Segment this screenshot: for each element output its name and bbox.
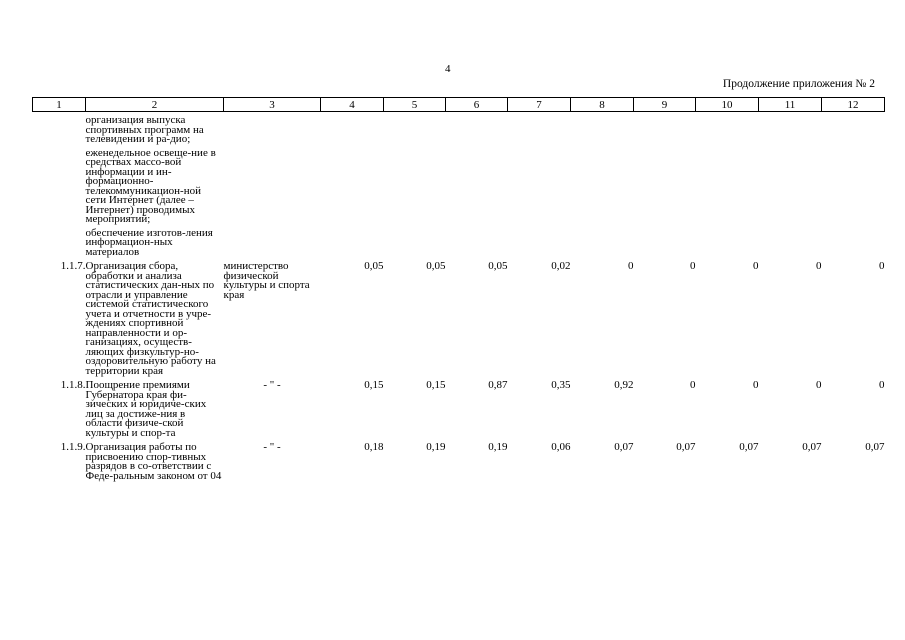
value-cell: 0 xyxy=(879,379,885,391)
value-cell: 0,92 xyxy=(614,379,634,391)
column-number-header-row xyxy=(33,98,885,112)
description-cell: Поощрение премиями Губернатора края фи-зических и юридиче-ских лиц за достиже-ния в области физиче-ской культуры и спор-та xyxy=(85,379,207,439)
value-cell xyxy=(759,112,822,258)
value-cell xyxy=(571,112,634,258)
column-header: 10 xyxy=(696,98,759,112)
organization-cell xyxy=(224,112,321,258)
value-cell xyxy=(384,112,446,258)
value-cell: 0,06 xyxy=(551,441,571,453)
organization-ditto-cell: - " - xyxy=(263,441,281,453)
column-header: 3 xyxy=(224,98,321,112)
column-header: 7 xyxy=(508,98,571,112)
value-cell: 0,05 xyxy=(488,260,508,272)
value-cell: 0,07 xyxy=(676,441,696,453)
value-cell xyxy=(446,112,508,258)
description-paragraph: еженедельное освеще-ние в средствах массо-вой информации и ин-формационно-телекоммуникацион-ной сети Интернет (далее – Интернет) проводимых мероприятий; xyxy=(85,146,216,225)
organization-ditto-cell: - " - xyxy=(263,379,281,391)
value-cell: 0 xyxy=(753,260,759,272)
value-cell: 0,05 xyxy=(426,260,446,272)
value-cell xyxy=(696,112,759,258)
column-header: 11 xyxy=(759,98,822,112)
row-number-cell: 1.1.9. xyxy=(60,441,86,453)
value-cell xyxy=(822,112,885,258)
value-cell: 0 xyxy=(879,260,885,272)
value-cell: 0,07 xyxy=(865,441,885,453)
value-cell: 0,35 xyxy=(551,379,571,391)
column-header: 8 xyxy=(571,98,634,112)
column-header: 6 xyxy=(446,98,508,112)
value-cell: 0 xyxy=(628,260,634,272)
value-cell: 0,19 xyxy=(488,441,508,453)
organization-cell: министерство физической культуры и спорта края xyxy=(223,260,310,301)
column-header: 12 xyxy=(822,98,885,112)
row-number-cell: 1.1.7. xyxy=(60,260,86,272)
table-row xyxy=(33,438,885,481)
value-cell: 0,05 xyxy=(364,260,384,272)
value-cell xyxy=(321,112,384,258)
value-cell: 0,15 xyxy=(364,379,384,391)
description-cell: Организация работы по присвоению спор-тивных разрядов в со-ответствии с Феде-ральным законом от 04 xyxy=(85,441,222,482)
column-header: 5 xyxy=(384,98,446,112)
description-cell: Организация сбора, обработки и анализа статистических дан-ных по отрасли и управление системой статистического учета и отчетности в учре-ждениях спортивной направленности и ор-ганизациях, осуществ-ляющих физкультур-но-оздоровительную работу на территории края xyxy=(85,260,216,377)
appendix-continuation-label: Продолжение приложения № 2 xyxy=(722,78,875,90)
value-cell: 0,02 xyxy=(551,260,571,272)
value-cell: 0,87 xyxy=(488,379,508,391)
column-header: 2 xyxy=(86,98,224,112)
value-cell: 0,07 xyxy=(739,441,759,453)
page-number: 4 xyxy=(445,63,451,75)
table-row xyxy=(33,257,885,376)
description-paragraph: обеспечение изготов-ления информацион-ных материалов xyxy=(85,226,213,258)
row-number-cell xyxy=(33,112,86,258)
value-cell: 0,18 xyxy=(364,441,384,453)
value-cell: 0 xyxy=(690,379,696,391)
value-cell: 0,15 xyxy=(426,379,446,391)
value-cell xyxy=(508,112,571,258)
value-cell: 0 xyxy=(690,260,696,272)
value-cell: 0,07 xyxy=(802,441,822,453)
value-cell: 0 xyxy=(816,260,822,272)
column-header: 9 xyxy=(634,98,696,112)
column-header: 1 xyxy=(33,98,86,112)
value-cell: 0 xyxy=(753,379,759,391)
value-cell: 0,07 xyxy=(614,441,634,453)
table-row xyxy=(33,376,885,438)
appendix-table xyxy=(32,97,885,481)
column-header: 4 xyxy=(321,98,384,112)
description-paragraph: организация выпуска спортивных программ на телевидении и ра-дио; xyxy=(85,114,204,145)
row-number-cell: 1.1.8. xyxy=(60,379,86,391)
description-cell xyxy=(86,112,224,258)
value-cell: 0,19 xyxy=(426,441,446,453)
table-row xyxy=(33,112,885,258)
value-cell: 0 xyxy=(816,379,822,391)
value-cell xyxy=(634,112,696,258)
